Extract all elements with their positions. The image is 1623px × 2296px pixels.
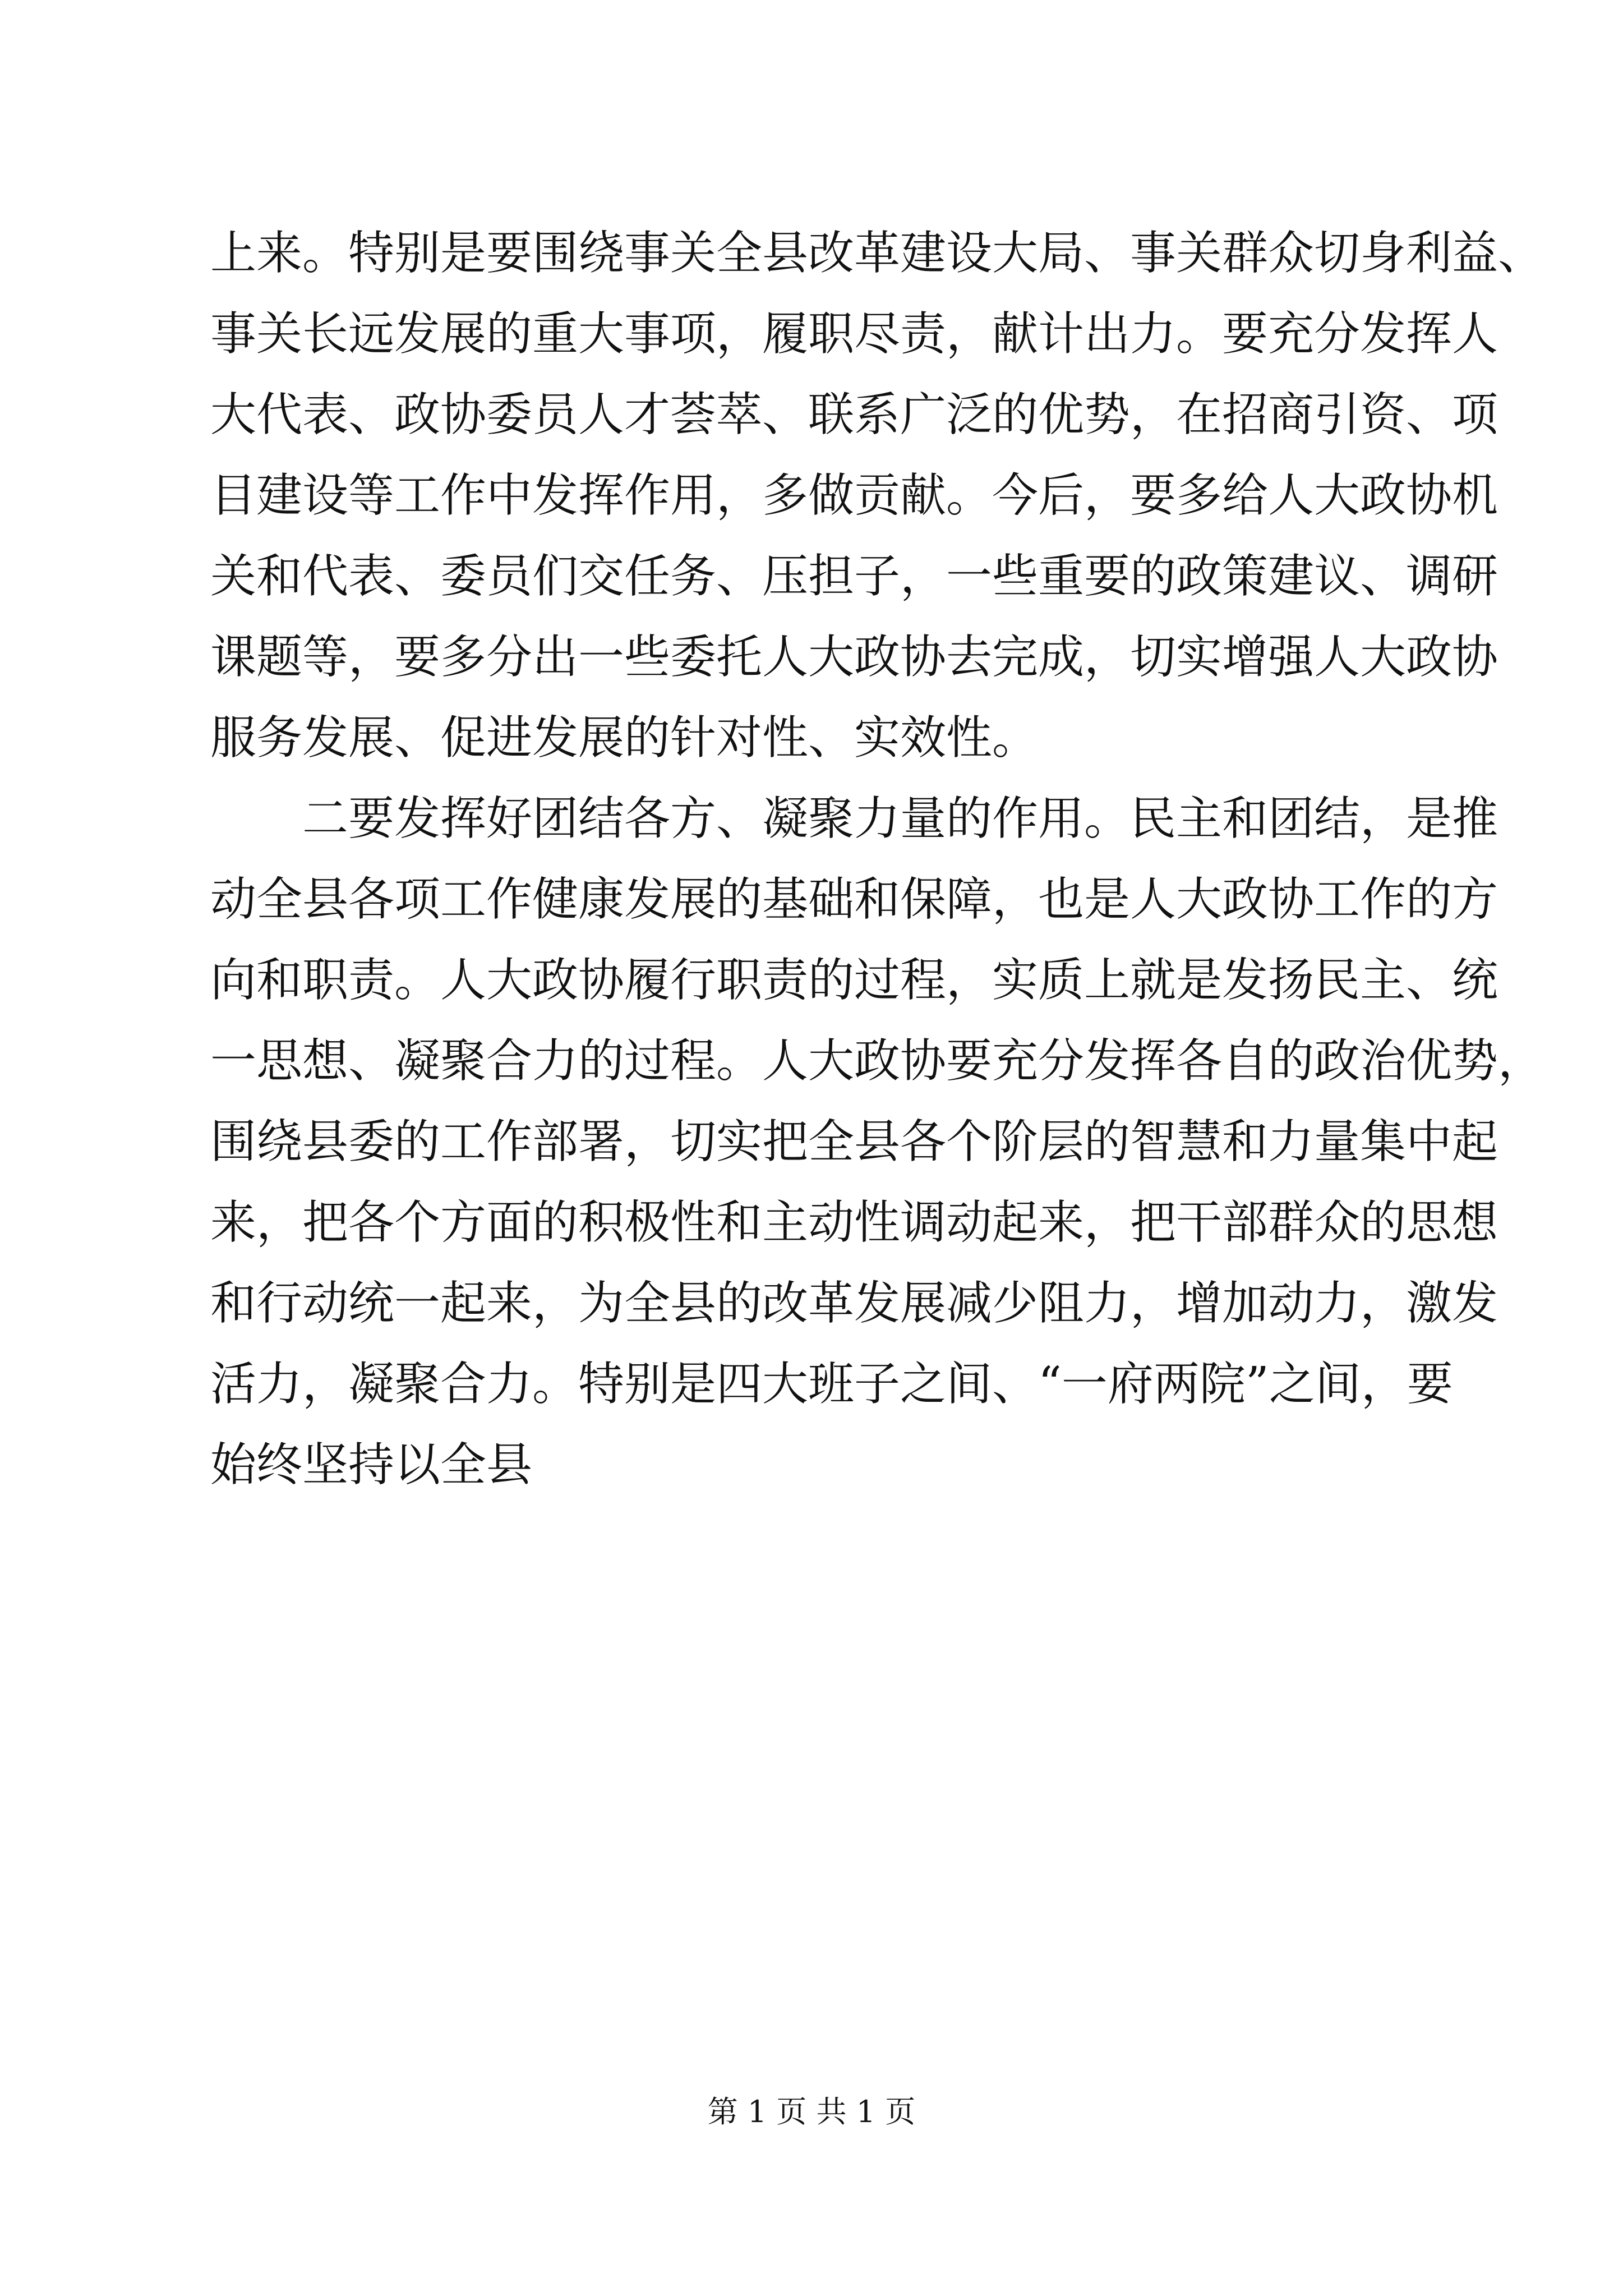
page-footer: 第 1 页 共 1 页 <box>707 2094 916 2129</box>
text-line: 事关长远发展的重大事项，履职尽责，献计出力。要充分发挥人 <box>210 307 1498 361</box>
text-line: 动全县各项工作健康发展的基础和保障，也是人大政协工作的方 <box>210 873 1498 926</box>
text-line: 服务发展、促进发展的针对性、实效性。 <box>210 711 1039 765</box>
text-line: 上来。特别是要围绕事关全县改革建设大局、事关群众切身利益、 <box>210 227 1544 280</box>
text-line: 二要发挥好团结各方、凝聚力量的作用。民主和团结，是推 <box>210 792 1498 845</box>
text-line: 课题等，要多分出一些委托人大政协去完成，切实增强人大政协 <box>210 631 1498 684</box>
text-line: 大代表、政协委员人才荟萃、联系广泛的优势，在招商引资、项 <box>210 388 1498 441</box>
document-body <box>210 213 1544 1506</box>
text-line: 始终坚持以全县 <box>210 1438 533 1492</box>
text-line: 围绕县委的工作部署，切实把全县各个阶层的智慧和力量集中起 <box>210 1115 1498 1168</box>
text-line: 和行动统一起来，为全县的改革发展减少阻力，增加动力，激发 <box>210 1277 1498 1330</box>
text-line: 一思想、凝聚合力的过程。人大政协要充分发挥各自的政治优势， <box>210 1034 1544 1088</box>
text-line: 活力，凝聚合力。特别是四大班子之间、“一府两院”之间，要 <box>210 1358 1453 1411</box>
text-line: 来，把各个方面的积极性和主动性调动起来，把干部群众的思想 <box>210 1196 1498 1249</box>
text-line: 关和代表、委员们交任务、压担子，一些重要的政策建议、调研 <box>210 550 1498 603</box>
text-line: 目建设等工作中发挥作用，多做贡献。今后，要多给人大政协机 <box>210 469 1498 522</box>
text-line: 向和职责。人大政协履行职责的过程，实质上就是发扬民主、统 <box>210 954 1498 1007</box>
